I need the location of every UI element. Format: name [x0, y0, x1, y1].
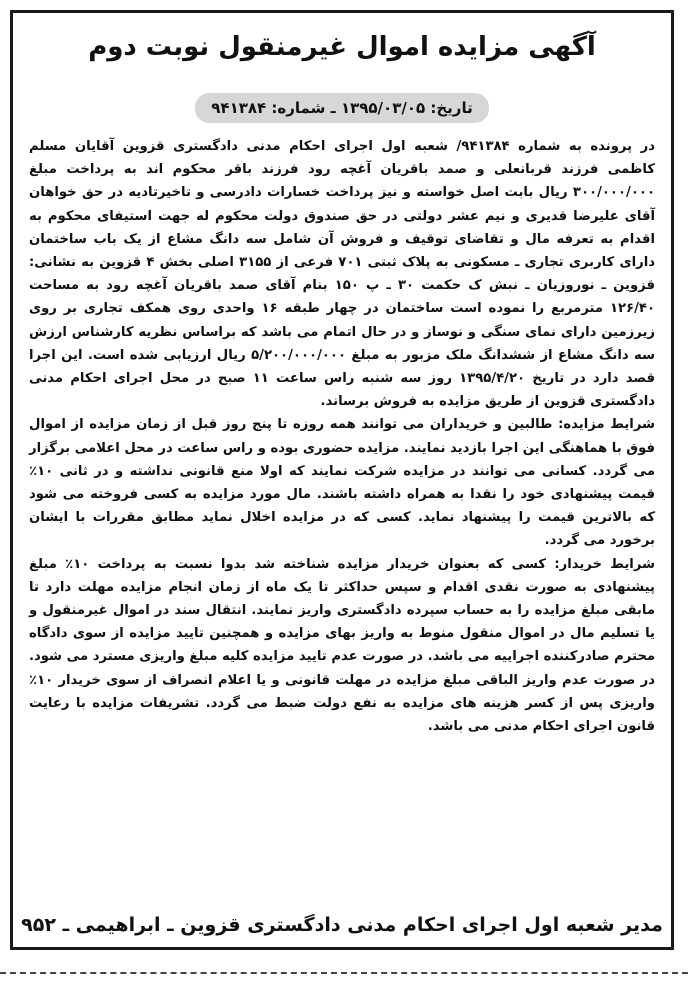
notice-title: آگهی مزایده اموال غیرمنقول نوبت دوم	[88, 32, 596, 62]
case-paragraph: در پرونده به شماره ۹۴۱۳۸۴/ شعبه اول اجرای احکام مدنی دادگستری قزوین آقایان مسلم کاظمی فرزند قربانعلی و صمد باقریان آغچه رود فرزند باقر محکوم اند به پرداخت مبلغ ۳۰۰/۰۰۰/۰۰۰ ریال بابت اصل خواسته و نیز پرداخت خسارات دادرسی و تاخیرتادیه در حق خواهان آقای علیرضا قدیری و نیم عشر دولتی در حق صندوق دولت محکوم له جهت استیفای محکوم به اقدام به تعرفه مال و تقاضای توقیف و فروش آن شامل سه دانگ مشاع از یک باب ساختمان دارای کاربری تجاری ـ مسکونی به پلاک ثبتی ۷۰۱ فرعی از ۳۱۵۵ اصلی بخش ۴ قزوین به نشانی: قزوین ـ نوروزیان ـ نبش ک حکمت ۳۰ ـ پ ۱۵۰ بنام آقای صمد باقریان آغچه رود به مساحت ۱۲۶/۴۰ مترمربع را نموده است ساختمان در چهار طبقه ۱۶ واحدی روی همکف تجاری بر روی زیرزمین دارای نمای سنگی و نوساز و در حال اتمام می باشد که براساس نظریه کارشناس ارزش سه دانگ مشاع از ششدانگ ملک مزبور به مبلغ ۵/۲۰۰/۰۰۰/۰۰۰ ریال ارزیابی شده است. این اجرا قصد دارد در تاریخ ۱۳۹۵/۴/۲۰ روز سه شنبه راس ساعت ۱۱ صبح در محل اجرای احکام مدنی دادگستری قزوین از طریق مزایده به فروش برساند.	[29, 139, 656, 410]
cut-line-divider	[0, 972, 688, 974]
notice-meta-row	[13, 93, 671, 123]
notice-body	[29, 135, 655, 738]
buyer-conditions-paragraph: شرایط خریدار: کسی که بعنوان خریدار مزایده شناخته شد بدوا نسبت به پرداخت ۱۰٪ مبلغ پیشنهادی به صورت نقدی اقدام و سپس حداکثر تا یک ماه از زمان انجام مزایده مهلت دارد تا مابقی مبلغ مزایده را به حساب سپرده دادگستری واریز نمایند. انتقال سند در اموال غیرمنقول و یا تسلیم مال در اموال منقول منوط به واریز بهای مزایده و همچنین تایید مزایده از سوی دادگاه محترم صادرکننده اجراییه می باشد. در صورت عدم تایید مزایده کلیه مبلغ واریزی مسترد می شود. در صورت عدم واریز الباقی مبلغ مزایده در مهلت قانونی و یا اعلام انصراف از سوی خریدار ۱۰٪ واریزی پس از کسر هزینه های مزایده به نفع دولت ضبط می گردد. تشریفات مزایده با رعایت قانون اجرای احکام مدنی می باشد.	[29, 556, 655, 735]
auction-conditions-paragraph: شرایط مزایده: طالبین و خریداران می توانند همه روزه تا پنج روز قبل از زمان مزایده از اموال فوق با هماهنگی این اجرا بازدید نمایند. مزایده حضوری بوده و راس ساعت در محل اعلامی برگزار می گردد. کسانی می توانند در مزایده شرکت نمایند که اولا منع قانونی نداشته و در ثانی ۱۰٪ قیمت پیشنهادی خود را نقدا به همراه داشته باشند. مال مورد مزایده به کسی فروخته می شود که بالاترین قیمت را پیشنهاد نماید. کسی که در مزایده اخلال نماید مطابق مقررات با ایشان برخورد می گردد.	[28, 417, 655, 549]
notice-frame	[10, 10, 674, 950]
date-number-badge: تاریخ: ۱۳۹۵/۰۳/۰۵ ـ شماره: ۹۴۱۳۸۴	[195, 93, 488, 123]
signature-line: مدیر شعبه اول اجرای احکام مدنی دادگستری قزوین ـ ابراهیمی ـ ۹۵۲	[21, 914, 663, 936]
